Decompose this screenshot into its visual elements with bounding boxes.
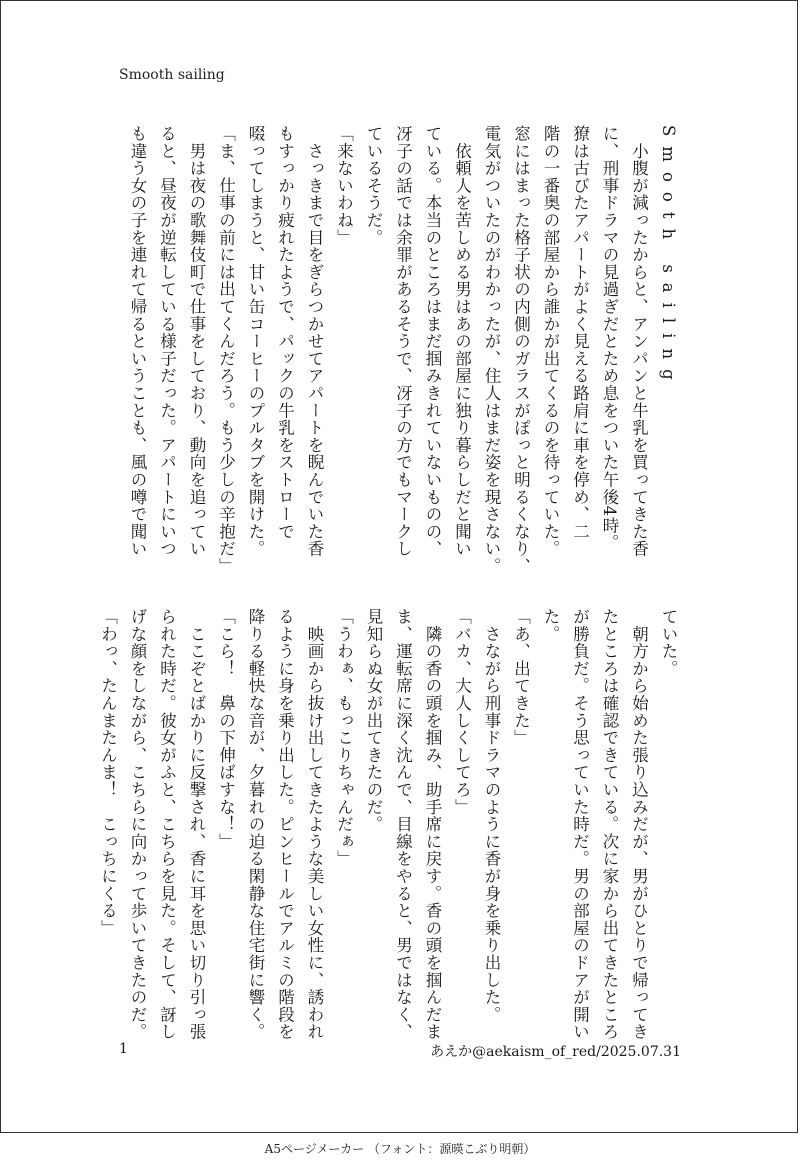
text-line: 見知らぬ女が出てきたのだ。 — [364, 608, 383, 833]
generator-caption: A5ページメーカー （フォント：源暎こぶり明朝） — [264, 1142, 536, 1156]
text-line: 小腹が減ったからと、アンパンと牛乳を買ってきた香 — [629, 125, 649, 558]
running-head: Smooth sailing — [119, 67, 225, 83]
text-line: 獠は古びたアパートがよく見える路肩に車を停め、二 — [570, 125, 590, 541]
text-line: 窓にはまった格子状の内側のガラスがぽっと明るくなり、 — [511, 125, 531, 575]
text-line: 男は夜の歌舞伎町で仕事をしており、動向を追ってい — [187, 125, 206, 558]
text-line: 降りる軽快な音が、夕暮れの迫る閑静な住宅街に響く。 — [246, 608, 265, 1041]
text-line: 階の一番奥の部屋から誰かが出てくるのを待っていた。 — [541, 125, 560, 558]
text-line: さながら刑事ドラマのように香が身を乗り出した。 — [482, 608, 501, 1024]
page-number: 1 — [119, 1041, 128, 1057]
text-line: 「ま、仕事の前には出てくんだろう。もう少しの辛抱だ」 — [216, 125, 236, 575]
text-line: ているそうだ。 — [364, 125, 383, 247]
text-line: さっきまで目をぎらつかせてアパートを睨んでいた香 — [305, 125, 324, 558]
text-line: ると、昼夜が逆転している様子だった。アパートにいつ — [157, 125, 177, 558]
text-line: 「バカ、大人しくしてろ」 — [452, 608, 472, 816]
text-line: ここぞとばかりに反撃され、香に耳を思い切り引っ張 — [187, 608, 206, 1041]
text-line: もすっかり疲れたようで、パックの牛乳をストローで — [275, 125, 295, 541]
text-line: 「わっ、たんまたんま！ こっちにくる」 — [98, 608, 118, 937]
text-line: 「こら！ 鼻の下伸ばすな！」 — [216, 608, 236, 851]
text-line: 朝方から始めた張り込みだが、男がひとりで帰ってき — [629, 608, 649, 1041]
text-line: ていた。 — [659, 608, 678, 678]
text-line: 啜ってしまうと、甘い缶コーヒーのプルタブを開けた。 — [246, 125, 265, 558]
text-line: るように身を乗り出した。ピンヒールでアルミの階段を — [275, 608, 295, 1041]
story-title: Smooth sailing — [659, 125, 678, 390]
text-line: 冴子の話では余罪があるそうで、冴子の方でもマークし — [393, 125, 413, 558]
text-line: られた時だ。彼女がふと、こちらを見た。そして、訝し — [157, 608, 177, 1041]
text-line: 「あ、出てきた」 — [511, 608, 531, 747]
text-line: ている。本当のところはまだ掴みきれていないものの、 — [423, 125, 442, 558]
text-line: 映画から抜け出してきたような美しい女性に、誘われ — [305, 608, 324, 1041]
text-line: た。 — [541, 608, 560, 643]
text-line: も違う女の子を連れて帰るということも、風の噂で聞い — [128, 125, 147, 558]
text-line: げな顔をしながら、こちらに向かって歩いてきたのだ。 — [128, 608, 147, 1041]
text-line: が勝負だ。そう思っていた時だ。男の部屋のドアが開い — [570, 608, 590, 1041]
lower-text-block — [98, 608, 683, 1041]
text-line: 依頼人を苦しめる男はあの部屋に独り暮らしだと聞い — [452, 125, 472, 558]
text-line: 隣の香の頭を掴み、助手席に戻す。香の頭を掴んだま — [423, 608, 442, 1041]
text-line: 「うわぁ、もっこりちゃんだぁ」 — [334, 608, 354, 868]
author-credit: あえか@aekaism_of_red/2025.07.31 — [430, 1044, 681, 1060]
text-line: 「来ないわね」 — [334, 125, 354, 247]
text-line: に、刑事ドラマの見過ぎだとため息をついた午後4時。 — [600, 125, 619, 552]
upper-text-block — [113, 125, 683, 575]
text-line: 電気がついたのがわかったが、住人はまだ姿を現さない。 — [482, 125, 501, 575]
text-line: たところは確認できている。次に家から出てきたところ — [600, 608, 619, 1041]
text-line: ま、運転席に深く沈んで、目線をやると、男ではなく、 — [393, 608, 413, 1041]
